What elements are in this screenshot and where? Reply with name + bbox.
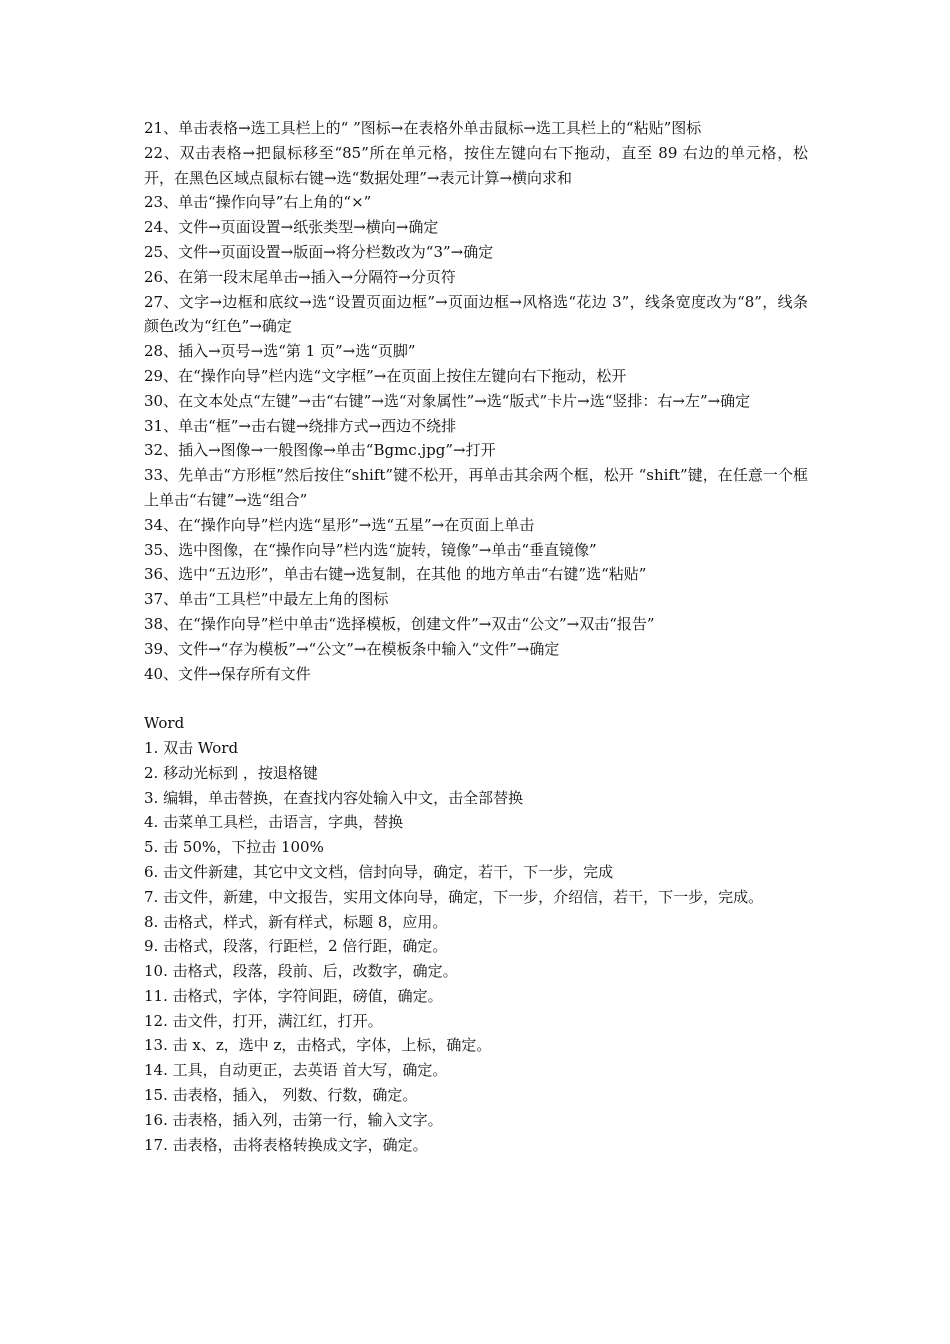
list-item: 5. 击 50%，下拉击 100% <box>144 838 324 857</box>
list-item: 25、文件→页面设置→版面→将分栏数改为“3”→确定 <box>144 242 494 261</box>
list-item: 24、文件→页面设置→纸张类型→横向→确定 <box>144 218 439 237</box>
list-item: 28、插入→页号→选“第 1 页”→选“页脚” <box>144 342 416 361</box>
list-item: 8. 击格式，样式，新有样式，标题 8，应用。 <box>144 912 448 931</box>
document-page <box>144 116 808 1157</box>
list-item: 21、单击表格→选工具栏上的“ ”图标→在表格外单击鼠标→选工具栏上的“粘贴”图标 <box>144 119 702 137</box>
list-item: 29、在“操作向导”栏内选“文字框”→在页面上按住左键向右下拖动，松开 <box>144 366 627 385</box>
list-item: 11. 击格式，字体，字符间距，磅值，确定。 <box>144 986 443 1005</box>
list-item: 38、在“操作向导”栏中单击“选择模板，创建文件”→双击“公文”→双击“报告” <box>144 614 655 633</box>
list-item: 15. 击表格，插入， 列数、行数，确定。 <box>144 1086 418 1105</box>
list-item: 16. 击表格，插入列，击第一行，输入文字。 <box>144 1110 443 1129</box>
list-item: 37、单击“工具栏”中最左上角的图标 <box>144 590 389 609</box>
list-item: 12. 击文件，打开，满江红，打开。 <box>144 1011 383 1030</box>
list-item: 36、选中“五边形”，单击右键→选复制，在其他 的地方单击“右键”选“粘贴” <box>144 565 647 584</box>
list-item: 30、在文本处点“左键”→击“右键”→选“对象属性”→选“版式”卡片→选“竖排：右→左”→确定 <box>144 391 751 410</box>
list-item: 22、双击表格→把鼠标移至“85”所在单元格，按住左键向右下拖动，直至 89 右边的单元格，松开，在黑色区域点鼠标右键→选“数据处理”→表元计算→横向求和 <box>144 143 808 187</box>
list-item: 4. 击菜单工具栏，击语言，字典，替换 <box>144 813 404 832</box>
list-item: 17. 击表格，击将表格转换成文字，确定。 <box>144 1135 428 1154</box>
list-item: 34、在“操作向导”栏内选“星形”→选“五星”→在页面上单击 <box>144 515 535 534</box>
list-item: 7. 击文件，新建，中文报告，实用文体向导，确定，下一步，介绍信，若干，下一步，完成。 <box>144 887 764 906</box>
section-steps-21-40 <box>144 116 808 686</box>
list-item: 14. 工具，自动更正，去英语 首大写，确定。 <box>144 1061 448 1080</box>
section-word <box>144 711 808 1157</box>
list-item: 40、文件→保存所有文件 <box>144 664 311 683</box>
list-item: 2. 移动光标到 ，按退格键 <box>144 763 318 782</box>
list-item: 13. 击 x、z，选中 z，击格式，字体，上标，确定。 <box>144 1036 492 1055</box>
list-item: 33、先单击“方形框”然后按住“shift”键不松开，再单击其余两个框，松开 “shift”键，在任意一个框上单击“右键”→选“组合” <box>144 466 808 509</box>
list-item: 10. 击格式，段落，段前、后，改数字，确定。 <box>144 962 458 981</box>
list-item: 32、插入→图像→一般图像→单击“Bgmc.jpg”→打开 <box>144 441 496 460</box>
list-item: 9. 击格式，段落，行距栏，2 倍行距，确定。 <box>144 937 448 956</box>
list-item: 23、单击“操作向导”右上角的“×” <box>144 193 372 212</box>
list-item: 6. 击文件新建，其它中文文档，信封向导，确定，若干，下一步，完成 <box>144 862 614 881</box>
section-spacer <box>144 686 808 711</box>
list-item: 26、在第一段末尾单击→插入→分隔符→分页符 <box>144 267 456 286</box>
list-item: 31、单击“框”→击右键→绕排方式→西边不绕排 <box>144 416 457 435</box>
list-item: 27、文字→边框和底纹→选“设置页面边框”→页面边框→风格选“花边 3”，线条宽度改为“8”，线条颜色改为“红色”→确定 <box>144 292 808 336</box>
list-item: 3. 编辑，单击替换，在查找内容处输入中文，击全部替换 <box>144 788 524 807</box>
list-item: 39、文件→“存为模板”→“公文”→在模板条中输入“文件”→确定 <box>144 639 560 658</box>
list-item: 1. 双击 Word <box>144 738 239 757</box>
list-item: 35、选中图像，在“操作向导”栏内选“旋转，镜像”→单击“垂直镜像” <box>144 540 597 559</box>
section-title: Word <box>144 714 185 733</box>
